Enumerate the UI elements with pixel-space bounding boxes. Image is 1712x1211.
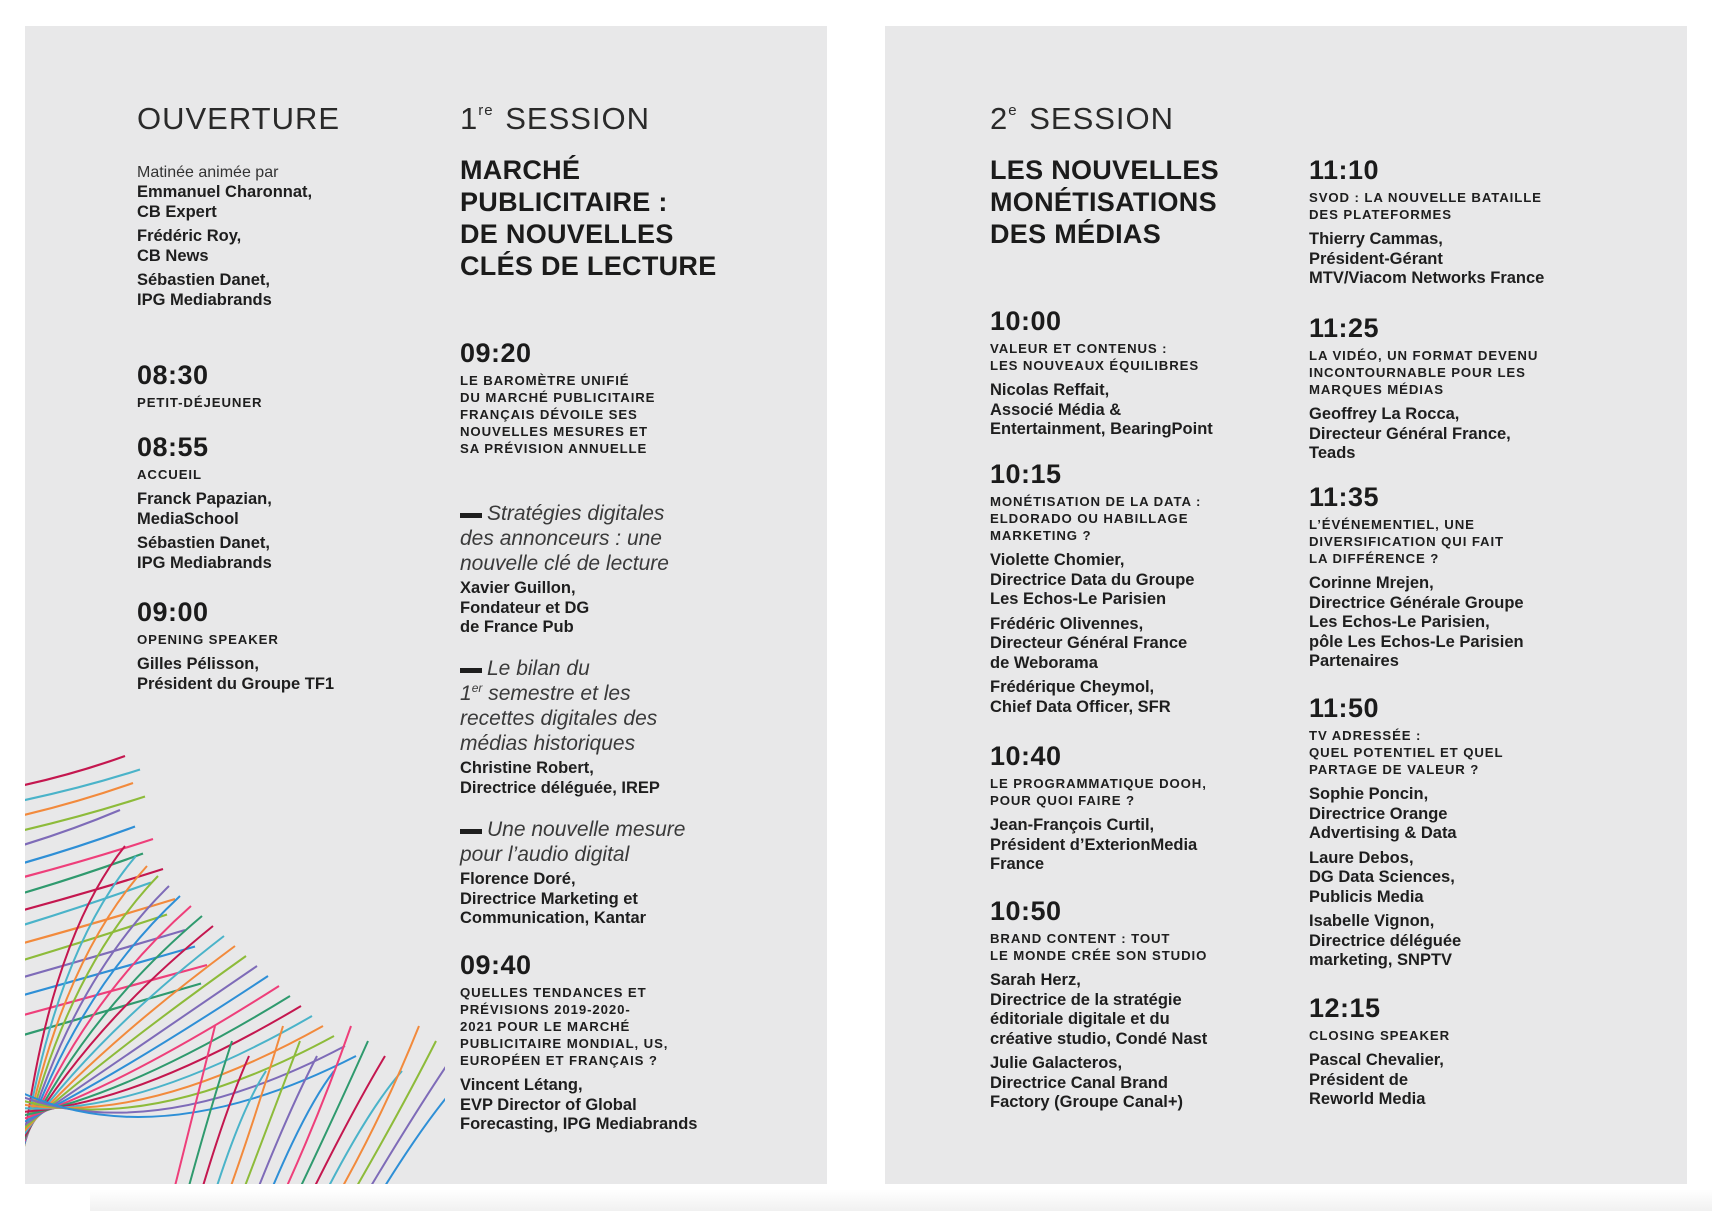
speaker: Frédéric Olivennes, Directeur Général France de Weborama [990, 614, 1188, 672]
session2-title: LES NOUVELLES MONÉTISATIONS DES MÉDIAS [990, 155, 1219, 249]
dash-icon [460, 513, 482, 518]
time-label: 08:55 [137, 432, 209, 462]
slot-0900 [137, 597, 407, 699]
speaker: Jean-François Curtil, Président d’ExterionMedia France [990, 816, 1198, 873]
subtopic-title: Une nouvelle mesure pour l’audio digital [460, 818, 686, 866]
time-label: 10:00 [990, 306, 1062, 336]
schedule-slot [990, 896, 1310, 1118]
time-label: 10:15 [990, 459, 1062, 489]
speaker: Geoffrey La Rocca, Directeur Général France, Teads [1309, 405, 1511, 462]
schedule-slot [1309, 993, 1629, 1115]
host: Emmanuel Charonnat, CB Expert [137, 183, 313, 221]
host: Frédéric Roy, CB News [137, 227, 242, 265]
speaker: Laure Debos, DG Data Sciences, Publicis Media [1309, 848, 1455, 906]
speaker: Sarah Herz, Directrice de la stratégie éditoriale digitale et du créative studio, Condé Nast [990, 971, 1208, 1048]
speaker: Nicolas Reffait, Associé Média & Entertainment, BearingPoint [990, 381, 1213, 438]
event-title: LE BAROMÈTRE UNIFIÉ DU MARCHÉ PUBLICITAIRE FRANÇAIS DÉVOILE SES NOUVELLES MESURES ET SA PRÉVISION ANNUELLE [460, 373, 656, 456]
decor-line [25, 856, 136, 1172]
event-title: QUELLES TENDANCES ET PRÉVISIONS 2019-2020- 2021 POUR LE MARCHÉ PUBLICITAIRE MONDIAL, US, EUROPÉEN ET FRANÇAIS ? [460, 985, 669, 1068]
slot-0855 [137, 432, 407, 578]
speaker: Thierry Cammas, Président-Gérant MTV/Viacom Networks France [1309, 230, 1545, 287]
event-title: BRAND CONTENT : TOUT LE MONDE CRÉE SON STUDIO [990, 931, 1208, 963]
host: Sébastien Danet, IPG Mediabrands [137, 271, 272, 309]
time-label: 11:25 [1309, 313, 1380, 343]
speaker: Julie Galacteros, Directrice Canal Brand Factory (Groupe Canal+) [990, 1054, 1183, 1111]
event-title: SVOD : LA NOUVELLE BATAILLE DES PLATEFORMES [1309, 190, 1542, 222]
decor-line [25, 947, 195, 997]
speaker: Vincent Létang, EVP Director of Global Forecasting, IPG Mediabrands [460, 1076, 698, 1133]
decor-line [343, 1026, 419, 1184]
topic-bilan [460, 656, 800, 803]
intro-text: Matinée animée par [137, 164, 279, 181]
time-label: 11:50 [1309, 693, 1380, 723]
decor-line [371, 1056, 445, 1184]
subtopic-title: Le bilan du 1er semestre et les recettes digitales des médias historiques [460, 657, 658, 755]
time-label: 09:40 [460, 950, 532, 980]
dash-icon [460, 668, 482, 673]
schedule-slot [1309, 482, 1629, 677]
time-label: 11:35 [1309, 482, 1380, 512]
speaker: Xavier Guillon, Fondateur et DG de France Pub [460, 579, 590, 636]
speaker: Sébastien Danet, IPG Mediabrands [137, 534, 272, 572]
time-label: 10:50 [990, 896, 1062, 926]
session1-heading: 1re SESSION [460, 101, 651, 136]
decor-line [25, 869, 163, 911]
decor-line [25, 810, 120, 846]
topic-audio [460, 817, 800, 934]
right-page [885, 26, 1687, 1184]
decor-line [217, 1071, 266, 1184]
event-title: OPENING SPEAKER [137, 632, 279, 647]
time-label: 10:40 [990, 741, 1062, 771]
speaker: Corinne Mrejen, Directrice Générale Groupe Les Echos-Le Parisien, pôle Les Echos-Le Parisien Partenaires [1309, 574, 1524, 670]
schedule-slot [990, 306, 1310, 445]
schedule-slot [990, 459, 1310, 722]
time-label: 08:30 [137, 360, 209, 390]
event-title: L’ÉVÉNEMENTIEL, UNE DIVERSIFICATION QUI FAIT LA DIFFÉRENCE ? [1309, 517, 1504, 566]
decor-line [25, 770, 140, 802]
slot-0940 [460, 950, 800, 1140]
decor-line [385, 1071, 445, 1184]
speaker: Violette Chomier, Directrice Data du Groupe Les Echos-Le Parisien [990, 551, 1195, 608]
time-label: 09:00 [137, 597, 209, 627]
speaker: Gilles Pélisson, Président du Groupe TF1 [137, 655, 335, 693]
time-label: 09:20 [460, 338, 532, 368]
event-title: ACCUEIL [137, 467, 202, 482]
time-label: 11:10 [1309, 155, 1380, 185]
slot-0920 [460, 338, 800, 464]
decor-line [25, 756, 125, 786]
schedule-slot [1309, 313, 1629, 469]
decor-line [25, 827, 135, 865]
time-label: 12:15 [1309, 993, 1381, 1023]
schedule-slot [1309, 155, 1629, 294]
speaker: Frédérique Cheymol, Chief Data Officer, SFR [990, 678, 1171, 716]
topic-strategies [460, 501, 800, 643]
dash-icon [460, 829, 482, 834]
session1-title: MARCHÉ PUBLICITAIRE : DE NOUVELLES CLÉS DE LECTURE [460, 155, 717, 281]
speaker: Isabelle Vignon, Directrice déléguée marketing, SNPTV [1309, 912, 1462, 969]
subtopic-title: Stratégies digitales des annonceurs : une nouvelle clé de lecture [460, 502, 669, 575]
left-page [25, 26, 827, 1184]
event-title: TV ADRESSÉE : QUEL POTENTIEL ET QUEL PARTAGE DE VALEUR ? [1309, 728, 1504, 777]
speaker: Christine Robert, Directrice déléguée, IREP [460, 759, 660, 797]
speaker: Sophie Poncin, Directrice Orange Advertising & Data [1309, 785, 1457, 842]
event-title: LE PROGRAMMATIQUE DOOH, POUR QUOI FAIRE ? [990, 776, 1207, 808]
event-title: CLOSING SPEAKER [1309, 1028, 1450, 1043]
schedule-slot [1309, 693, 1629, 976]
decor-line [25, 797, 145, 832]
speaker: Florence Doré, Directrice Marketing et Communication, Kantar [460, 870, 647, 927]
speaker: Franck Papazian, MediaSchool [137, 490, 272, 528]
slot-0830 [137, 360, 407, 418]
session2-heading: 2e SESSION [990, 101, 1175, 136]
event-title: LA VIDÉO, UN FORMAT DEVENU INCONTOURNABLE POUR LES MARQUES MÉDIAS [1309, 348, 1539, 397]
event-title: VALEUR ET CONTENUS : LES NOUVEAUX ÉQUILIBRES [990, 341, 1200, 373]
decor-line [315, 1056, 385, 1184]
page-shadow [90, 1190, 1712, 1211]
event-title: MONÉTISATION DE LA DATA : ELDORADO OU HABILLAGE MARKETING ? [990, 494, 1202, 543]
schedule-slot [990, 741, 1310, 880]
ouverture-heading: OUVERTURE [137, 101, 341, 136]
event-title: PETIT-DÉJEUNER [137, 395, 263, 410]
speaker: Pascal Chevalier, Président de Reworld Media [1309, 1051, 1444, 1108]
decor-line [357, 1041, 436, 1184]
